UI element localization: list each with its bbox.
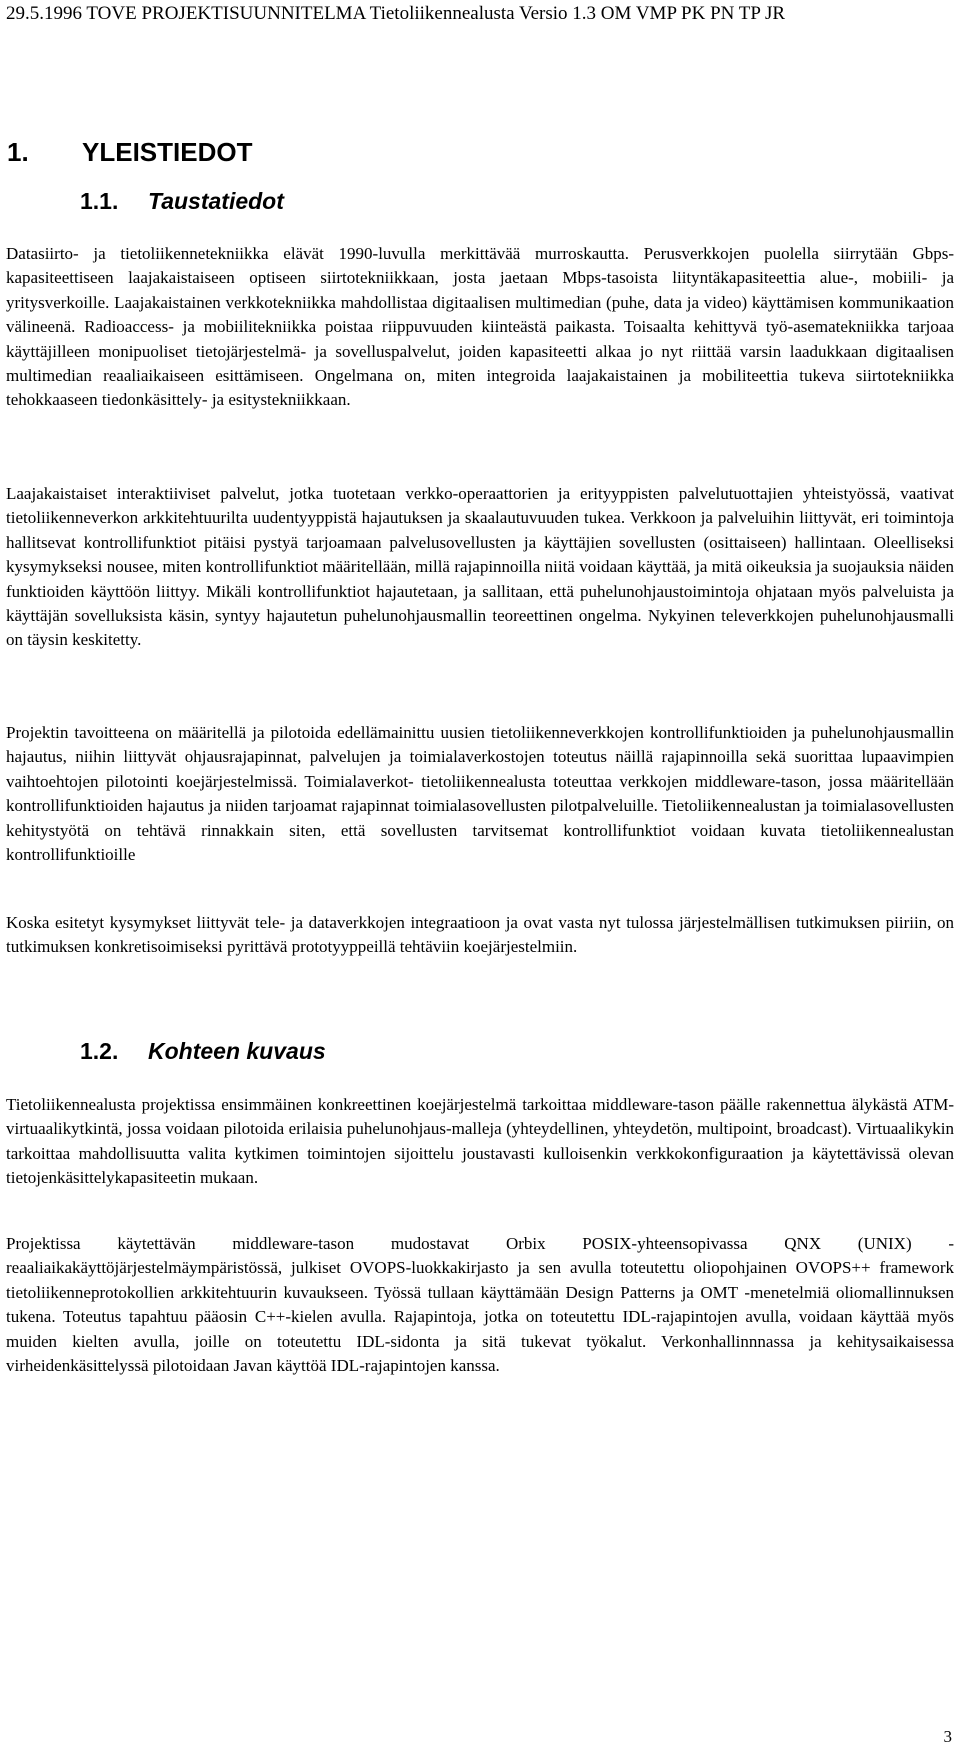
paragraph: Projektin tavoitteena on määritellä ja pilotoida edellämainittu uusien tietoliikenneverkkojen kontrollifunktioiden ja puhelunohjausmallin hajautus, niihin liittyvät ohjausrajapinnat, palvelujen ja toimialaverkostojen toteutus näillä rajapinnoilla sekä suorittaa lupaavimpien vaihtoehtojen pilotointi koejärjestelmissä. Toimialaverkot- tietoliikennealusta toteuttaa verkkojen middleware-tason, jossa määritellään kontrollifunktioiden hajautus ja niiden tarjoamat rajapinnat toimialasovellusten pilotpalveluille. Tietoliikennealustan ja toimialasovellusten kehitystyötä on tehtävä rinnakkain siten, että sovellusten tarvitsemat kontrollifunktiot voidaan kuvata tietoliikennealustan kontrollifunktioille: [6, 723, 954, 865]
paragraph: Projektissa käytettävän middleware-tason mudostavat Orbix POSIX-yhteensopivassa QNX (UNIX) - reaaliaikakäyttöjärjestelmäympäristössä, julkiset OVOPS-luokkakirjasto ja sen avulla toteutettu oliopohjainen OVOPS++ framework tietoliikenneprotokollien arkkitehtuurin kuvaukseen. Työssä tullaan käyttämään Design Patterns ja OMT -menetelmiä oliomallinnuksen tukena. Toteutus tapahtuu pääosin C++-kielen avulla. Rajapintoja, jotka on toteutettu IDL-rajapintojen avulla, voidaan käyttää myös muiden kielten avulla, joille on toteutettu IDL-sidonta ja sitä tukevat työkalut. Verkonhallinnnassa ja kehitysaikaisessa virheidenkäsittelyssä pilotoidaan Javan käyttöä IDL-rajapintojen kanssa.: [6, 1234, 954, 1376]
paragraph: Laajakaistaiset interaktiiviset palvelut, jotka tuotetaan verkko-operaattorien ja erityyppisten palvelutuottajien yhteistyössä, vaativat tietoliikenneverkon arkkitehtuurilta uudentyyppistä hajautuksen ja skaalautuvuuden tukea. Verkkoon ja palveluihin liittyvät, eri toimintoja hallitsevat kontrollifunktiot pitäisi pystyä tarjoamaan palvelusovellusten ja käyttäjien sovellusten (osittaiseen) hallintaan. Oleelliseksi kysymykseksi nousee, miten kontrollifunktiot määritellään, millä rajapinnoilla niitä voidaan käyttää, ja mitä oikeuksia ja suojauksia näiden funktioiden käyttöön liittyy. Mikäli kontrollifunktiot hajautetaan, ja sallitaan, että puhelunohjaustoimintoja ohjataan myös palveluista ja käyttäjän sovelluksista käsin, syntyy hajautetun puhelunohjausmallin teoreettinen ongelma. Nykyinen televerkkojen puhelunohjausmalli on täysin keskitetty.: [6, 484, 954, 650]
page-number: 3: [943, 1727, 952, 1746]
section-title: YLEISTIEDOT: [82, 137, 253, 167]
subsection-heading-taustatiedot: [80, 186, 284, 216]
document-header: 29.5.1996 TOVE PROJEKTISUUNNITELMA Tietoliikennealusta Versio 1.3 OM VMP PK PN TP JR: [6, 3, 786, 24]
paragraph: Tietoliikennealusta projektissa ensimmäinen konkreettinen koejärjestelmä tarkoittaa middleware-tason päälle rakennettua älykästä ATM-virtuaalikytkintä, jossa voidaan pilotoida erilaisia puhelunohjaus-malleja (yhteydellinen, yhteydetön, multipoint, broadcast). Virtuaalikykin tarkoittaa mahdollisuutta valita kytkimen toimintojen sijoittelu joustavasti kulloisenkin verkkokonfiguraation ja käytettävissä olevan tietojenkäsittelykapasiteetin mukaan.: [6, 1095, 954, 1188]
subsection-title: Kohteen kuvaus: [148, 1038, 326, 1064]
subsection-number: 1.2.: [80, 1038, 119, 1064]
subsection-number: 1.1.: [80, 188, 119, 214]
paragraph: Datasiirto- ja tietoliikennetekniikka elävät 1990-luvulla merkittävää murroskautta. Perusverkkojen puolella siirrytään Gbps-kapasiteettiseen laajakaistaiseen optiseen siirtotekniikkaan, josta jaetaan Mbps-tasoista liityntäkapasiteettia alue-, mobiili- ja yritysverkoille. Laajakaistainen verkkotekniikka mahdollistaa digitaalisen multimedian (puhe, data ja video) käyttämisen kommunikaation välineenä. Radioaccess- ja mobiilitekniikka poistaa riippuvuuden kiinteästä paikasta. Toisaalta kehittyvä työ-asematekniikka tarjoaa käyttäjilleen monipuoliset tietojärjestelmä- ja sovelluspalvelut, joiden kapasiteetti alkaa jo nyt riittää varsin laadukkaan digitaalisen multimedian reaaliaikaiseen esittämiseen. Ongelmana on, miten integroida laajakaistainen ja mobiliteettia tukeva siirtotekniikka tehokkaaseen tiedonkäsittely- ja esitystekniikkaan.: [6, 244, 954, 410]
section-heading-yleistiedot: [7, 136, 252, 168]
subsection-heading-kohteen-kuvaus: [80, 1036, 326, 1066]
section-number: 1.: [7, 137, 29, 167]
paragraph: Koska esitetyt kysymykset liittyvät tele- ja dataverkkojen integraatioon ja ovat vasta nyt tulossa järjestelmällisen tutkimuksen piiriin, on tutkimuksen konkretisoimiseksi pyrittävä prototyyppeillä tehtäviin koejärjestelmiin.: [6, 913, 954, 957]
subsection-title: Taustatiedot: [148, 188, 284, 214]
